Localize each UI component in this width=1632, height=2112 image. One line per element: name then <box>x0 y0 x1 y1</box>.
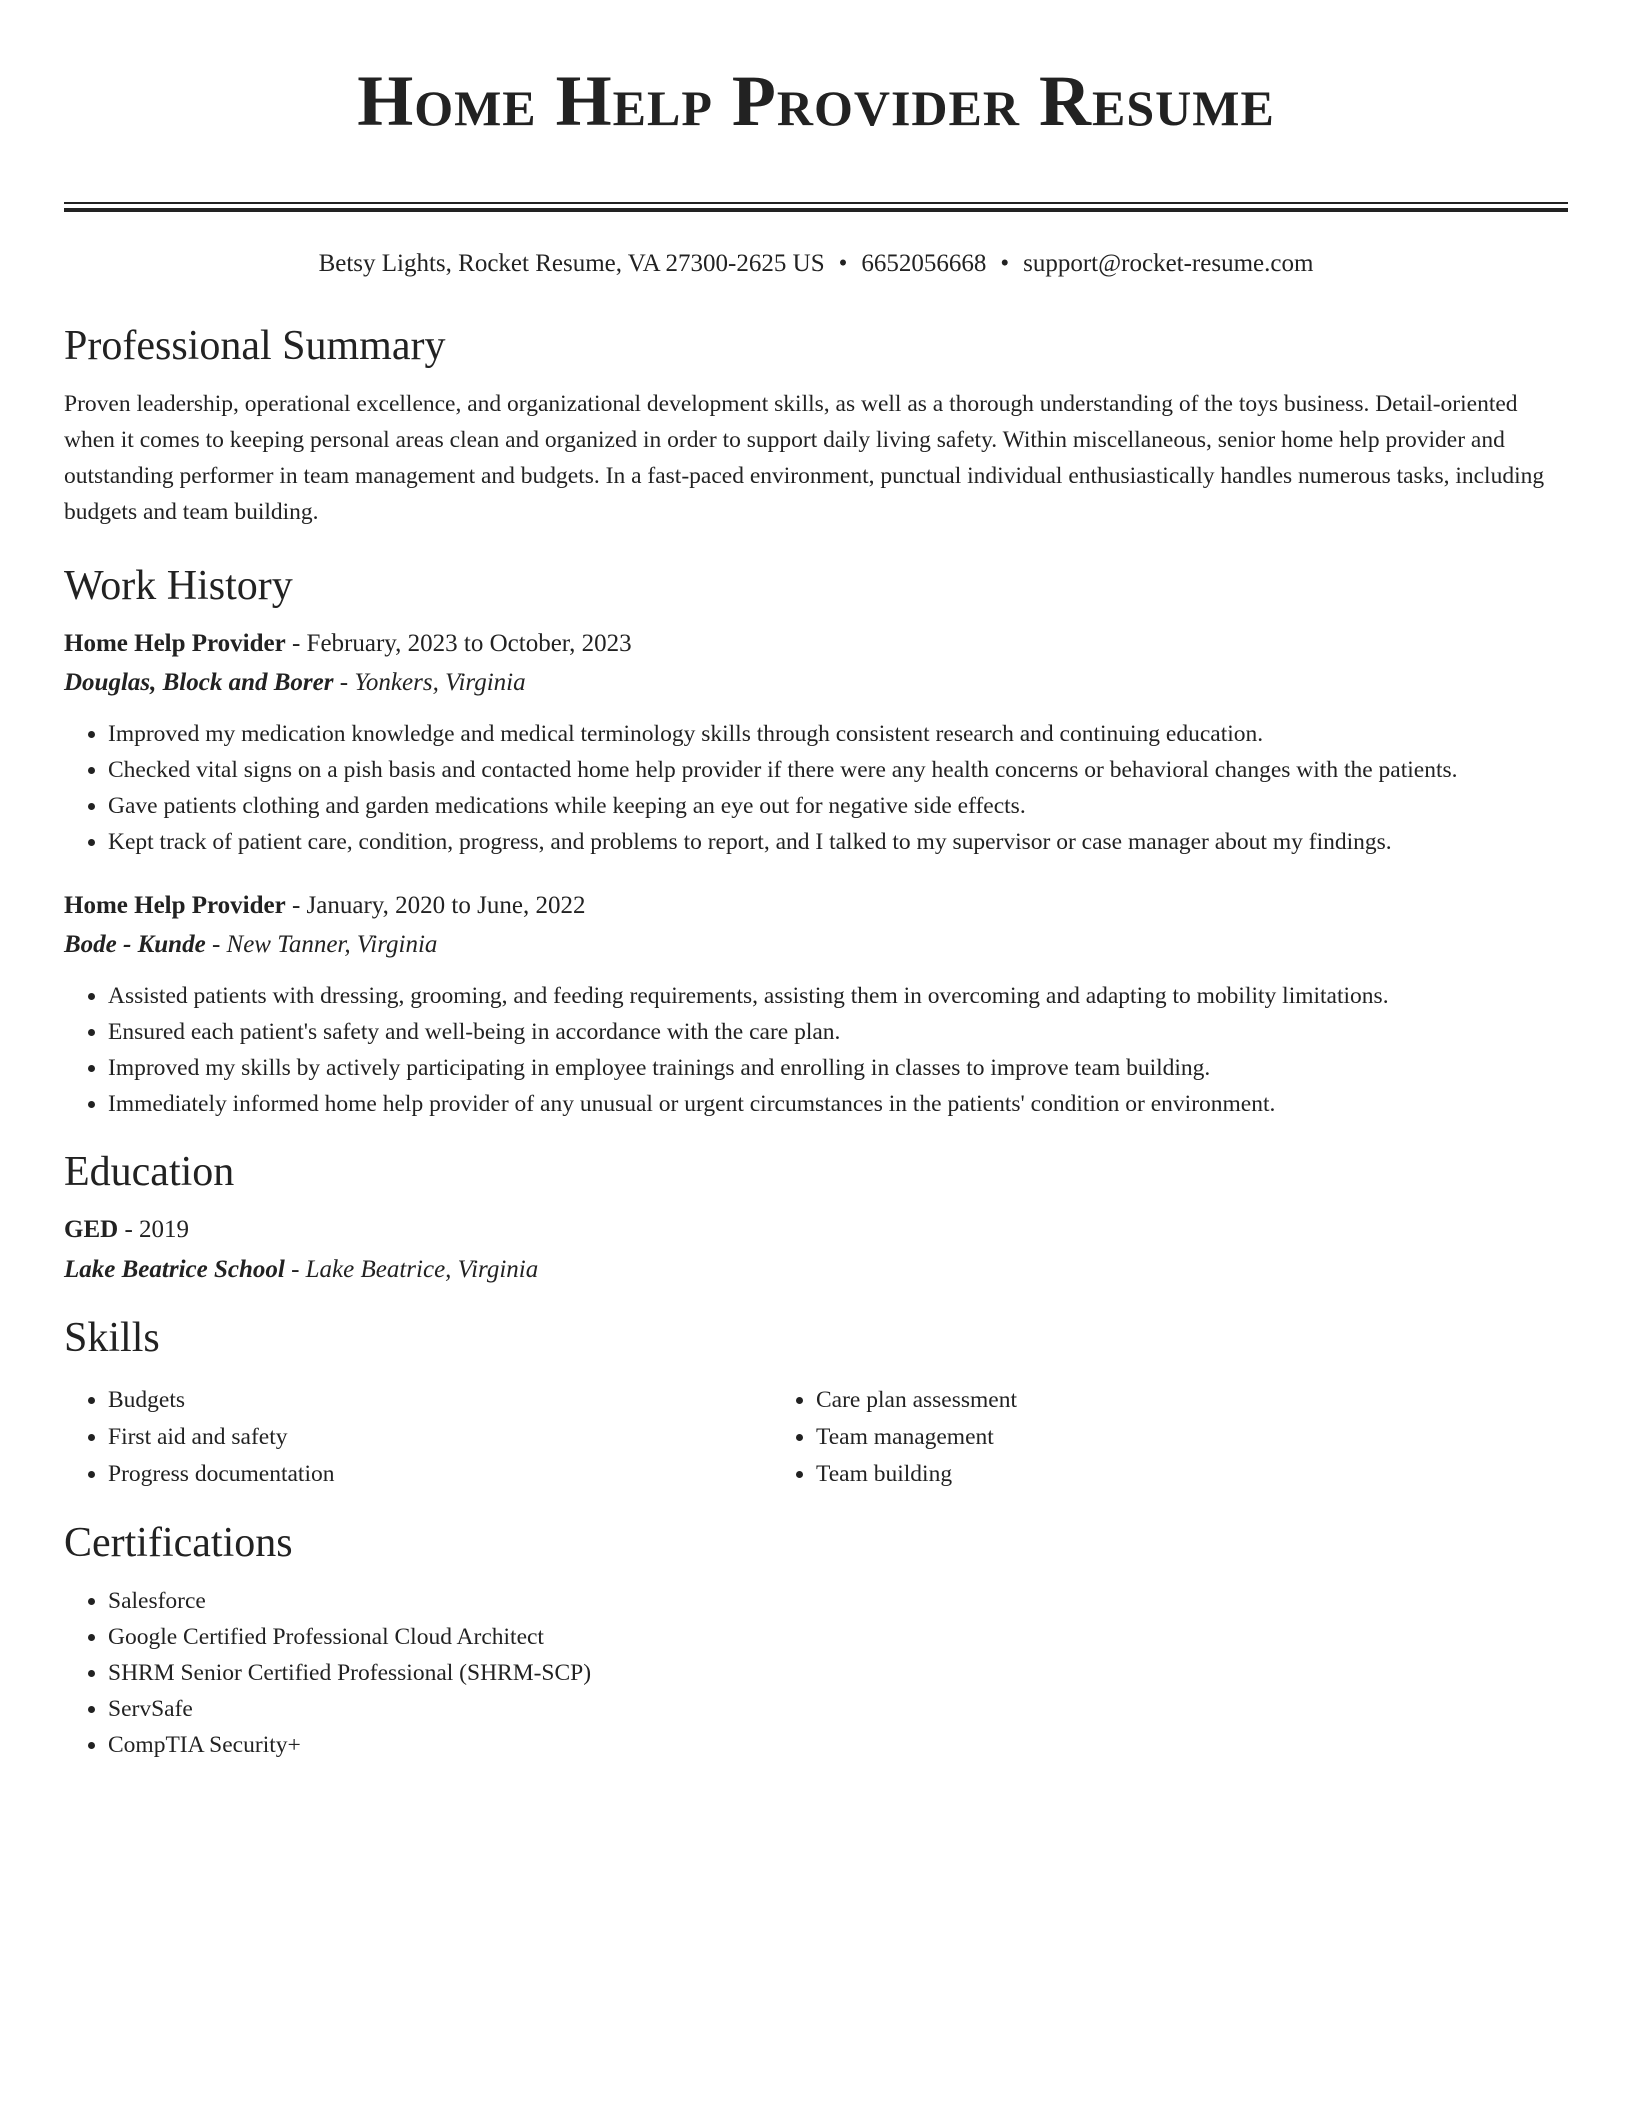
degree-dash: - <box>118 1216 140 1243</box>
school-name: Lake Beatrice School <box>64 1256 285 1283</box>
job-entry <box>64 624 1568 860</box>
job-dash: - <box>333 669 355 696</box>
job-dash: - <box>285 892 307 919</box>
job-bullets <box>64 978 1568 1122</box>
certifications-list <box>64 1583 1568 1763</box>
contact-phone: 6652056668 <box>861 250 987 277</box>
skill-item: • Team building <box>816 1456 1480 1493</box>
skills-column-left <box>64 1382 772 1493</box>
title-divider <box>64 202 1568 212</box>
skill-item: • First aid and safety <box>108 1419 772 1456</box>
job-dash: - <box>285 630 307 657</box>
job-role: Home Help Provider <box>64 630 286 657</box>
degree-name: GED <box>64 1216 119 1243</box>
job-bullet: • Improved my medication knowledge and medical terminology skills through consistent research and continuing education. <box>108 716 1568 752</box>
skill-item: • Team management <box>816 1419 1480 1456</box>
certifications-heading: Certifications <box>64 1520 293 1566</box>
certification-item: • CompTIA Security+ <box>108 1727 1568 1763</box>
job-location: Yonkers, Virginia <box>354 669 526 696</box>
skill-item: • Budgets <box>108 1382 772 1419</box>
school-location: Lake Beatrice, Virginia <box>305 1256 539 1283</box>
school-line <box>64 1250 1568 1290</box>
employer-line <box>64 664 1568 702</box>
job-company: Douglas, Block and Borer <box>64 669 334 696</box>
job-bullets <box>64 716 1568 860</box>
degree-line <box>64 1210 1568 1250</box>
skill-item: • Progress documentation <box>108 1456 772 1493</box>
job-company: Bode - Kunde <box>64 931 206 958</box>
job-bullet: • Ensured each patient's safety and well-being in accordance with the care plan. <box>108 1014 1568 1050</box>
job-bullet: • Kept track of patient care, condition, progress, and problems to report, and I talked to my supervisor or case manager about my findings. <box>108 824 1568 860</box>
education-heading: Education <box>64 1149 235 1195</box>
summary-heading: Professional Summary <box>64 323 446 369</box>
certification-item: • Salesforce <box>108 1583 1568 1619</box>
job-dash: - <box>205 931 227 958</box>
certification-item: • Google Certified Professional Cloud Architect <box>108 1619 1568 1655</box>
skills-heading: Skills <box>64 1315 160 1361</box>
job-entry <box>64 886 1568 1122</box>
resume-title: Home Help Provider Resume <box>357 61 1275 141</box>
school-dash: - <box>284 1256 306 1283</box>
contact-line <box>64 248 1568 280</box>
certification-item: • ServSafe <box>108 1691 1568 1727</box>
job-dates: January, 2020 to June, 2022 <box>306 892 586 919</box>
contact-email: support@rocket-resume.com <box>1023 250 1314 277</box>
contact-separator: • <box>838 250 848 277</box>
skills-column-right <box>772 1382 1480 1493</box>
skill-item: • Care plan assessment <box>816 1382 1480 1419</box>
certification-item: • SHRM Senior Certified Professional (SHRM-SCP) <box>108 1655 1568 1691</box>
degree-year: 2019 <box>139 1216 190 1243</box>
contact-address: Betsy Lights, Rocket Resume, VA 27300-2625 US <box>318 250 825 277</box>
job-bullet: • Gave patients clothing and garden medications while keeping an eye out for negative side effects. <box>108 788 1568 824</box>
job-title-line <box>64 886 1568 926</box>
work-history-heading: Work History <box>64 563 293 609</box>
job-title-line <box>64 624 1568 664</box>
summary-text: Proven leadership, operational excellence, and organizational development skills, as well as a thorough understanding of the toys business. Detail-oriented when it comes to keeping personal areas clean and organized in order to support daily living safety. Within miscellaneous, senior home help provider and outstanding performer in team management and budgets. In a fast-paced environment, punctual individual enthusiastically handles numerous tasks, including budgets and team building. <box>64 391 1545 525</box>
job-bullet: • Checked vital signs on a pish basis and contacted home help provider if there were any health concerns or behavioral changes with the patients. <box>108 752 1568 788</box>
job-location: New Tanner, Virginia <box>226 931 438 958</box>
job-dates: February, 2023 to October, 2023 <box>306 630 632 657</box>
skills-grid <box>64 1382 1568 1493</box>
employer-line <box>64 926 1568 964</box>
contact-separator: • <box>1000 250 1010 277</box>
job-bullet: • Assisted patients with dressing, grooming, and feeding requirements, assisting them in overcoming and adapting to mobility limitations. <box>108 978 1568 1014</box>
job-bullet: • Improved my skills by actively participating in employee trainings and enrolling in classes to improve team building. <box>108 1050 1568 1086</box>
job-bullet: • Immediately informed home help provider of any unusual or urgent circumstances in the patients' condition or environment. <box>108 1086 1568 1122</box>
job-role: Home Help Provider <box>64 892 286 919</box>
